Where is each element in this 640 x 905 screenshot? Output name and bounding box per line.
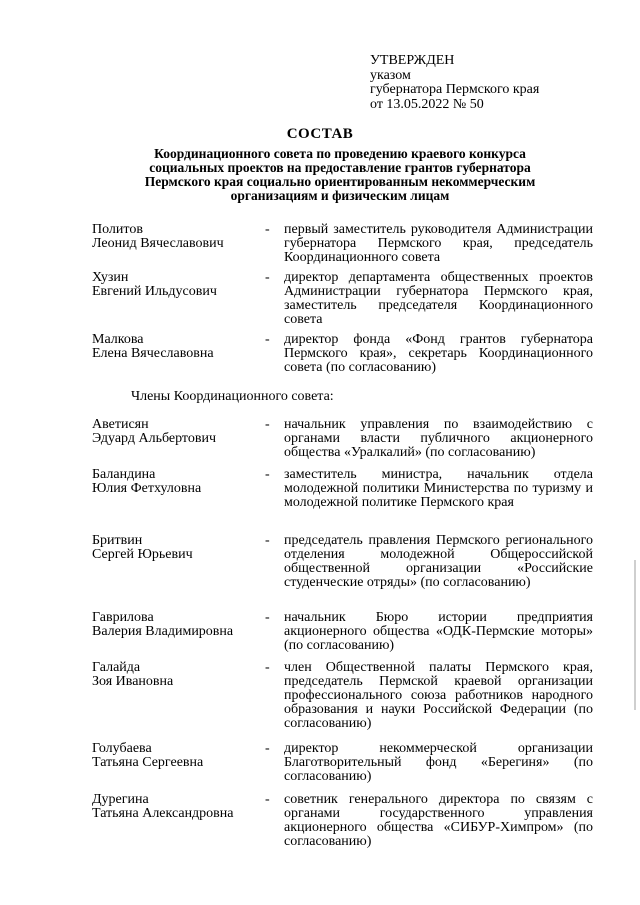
separator-dash: -: [265, 610, 270, 625]
person-name: [92, 418, 262, 446]
person-surname: Аветисян: [92, 417, 149, 432]
person-given-names: Леонид Вячеславович: [92, 236, 224, 251]
separator-dash: -: [265, 792, 270, 807]
person-position: начальник управления по взаимодействию с органами власти публичного акционерного общества «Уралкалий» (по согласованию): [284, 417, 593, 460]
approval-authority: губернатора Пермского края: [370, 82, 540, 97]
separator-dash: -: [265, 270, 270, 285]
person-name: [92, 534, 262, 562]
person-name: [92, 793, 262, 821]
scan-edge-mark: [634, 560, 636, 710]
person-position: директор фонда «Фонд грантов губернатора Пермского края», секретарь Координационного совета (по согласованию): [284, 332, 593, 375]
approval-decree: указом: [370, 67, 411, 83]
person-surname: Голубаева: [92, 741, 152, 756]
subtitle-line: социальных проектов на предоставление грантов губернатора: [149, 160, 531, 175]
person-position: первый заместитель руководителя Администрации губернатора Пермского края, председатель Координационного совета: [284, 222, 593, 265]
person-surname: Баландина: [92, 467, 156, 482]
person-name: [92, 661, 262, 689]
person-given-names: Татьяна Сергеевна: [92, 755, 204, 770]
person-position: заместитель министра, начальник отдела молодежной политики Министерства по туризму и молодежной политике Пермского края: [284, 467, 593, 510]
approval-status: УТВЕРЖДЕН: [370, 53, 455, 68]
person-surname: Гаврилова: [92, 610, 154, 625]
person-surname: Хузин: [92, 270, 129, 285]
separator-dash: -: [265, 660, 270, 675]
separator-dash: -: [265, 222, 270, 237]
subtitle-line: Координационного совета по проведению краевого конкурса: [154, 146, 526, 161]
person-position: директор департамента общественных проектов Администрации губернатора Пермского края, заместитель председателя Координационного совета: [284, 270, 593, 327]
members-heading: Члены Координационного совета:: [131, 389, 334, 404]
separator-dash: -: [265, 741, 270, 756]
person-position: председатель правления Пермского регионального отделения молодежной Общероссийской общественной организации «Российские студенческие отряды» (по согласованию): [284, 533, 593, 590]
person-name: [92, 333, 262, 361]
person-name: [92, 468, 262, 496]
person-given-names: Елена Вячеславовна: [92, 346, 214, 361]
document-subtitle: [100, 147, 580, 203]
subtitle-line: Пермского края социально ориентированным некоммерческим: [144, 174, 536, 189]
person-surname: Галайда: [92, 660, 141, 675]
person-surname: Политов: [92, 222, 143, 237]
person-given-names: Евгений Ильдусович: [92, 284, 217, 299]
person-surname: Дурегина: [92, 792, 149, 807]
person-given-names: Сергей Юрьевич: [92, 547, 193, 562]
separator-dash: -: [265, 332, 270, 347]
person-position: советник генерального директора по связям с органами государственного управления акционерного общества «СИБУР-Химпром» (по согласованию): [284, 792, 593, 849]
person-position: директор некоммерческой организации Благотворительный фонд «Берегиня» (по согласованию): [284, 741, 593, 784]
person-name: [92, 611, 262, 639]
approval-date: от 13.05.2022 № 50: [370, 96, 484, 112]
separator-dash: -: [265, 533, 270, 548]
subtitle-line: организациям и физическим лицам: [230, 188, 450, 203]
approval-stamp: [370, 54, 539, 112]
person-given-names: Юлия Фетхуловна: [92, 481, 202, 496]
person-given-names: Эдуард Альбертович: [92, 431, 217, 446]
person-surname: Бритвин: [92, 533, 143, 548]
person-name: [92, 742, 262, 770]
person-position: начальник Бюро истории предприятия акционерного общества «ОДК-Пермские моторы» (по согласованию): [284, 610, 593, 653]
person-given-names: Валерия Владимировна: [92, 624, 234, 639]
document-title: СОСТАВ: [286, 126, 354, 142]
person-name: [92, 223, 262, 251]
person-given-names: Зоя Ивановна: [92, 674, 174, 689]
person-position: член Общественной палаты Пермского края, председатель Пермской краевой организации профессионального союза работников народного образования и науки Российской Федерации (по согласованию): [284, 660, 593, 731]
separator-dash: -: [265, 467, 270, 482]
person-name: [92, 271, 262, 299]
person-given-names: Татьяна Александровна: [92, 806, 234, 821]
separator-dash: -: [265, 417, 270, 432]
person-surname: Малкова: [92, 332, 144, 347]
